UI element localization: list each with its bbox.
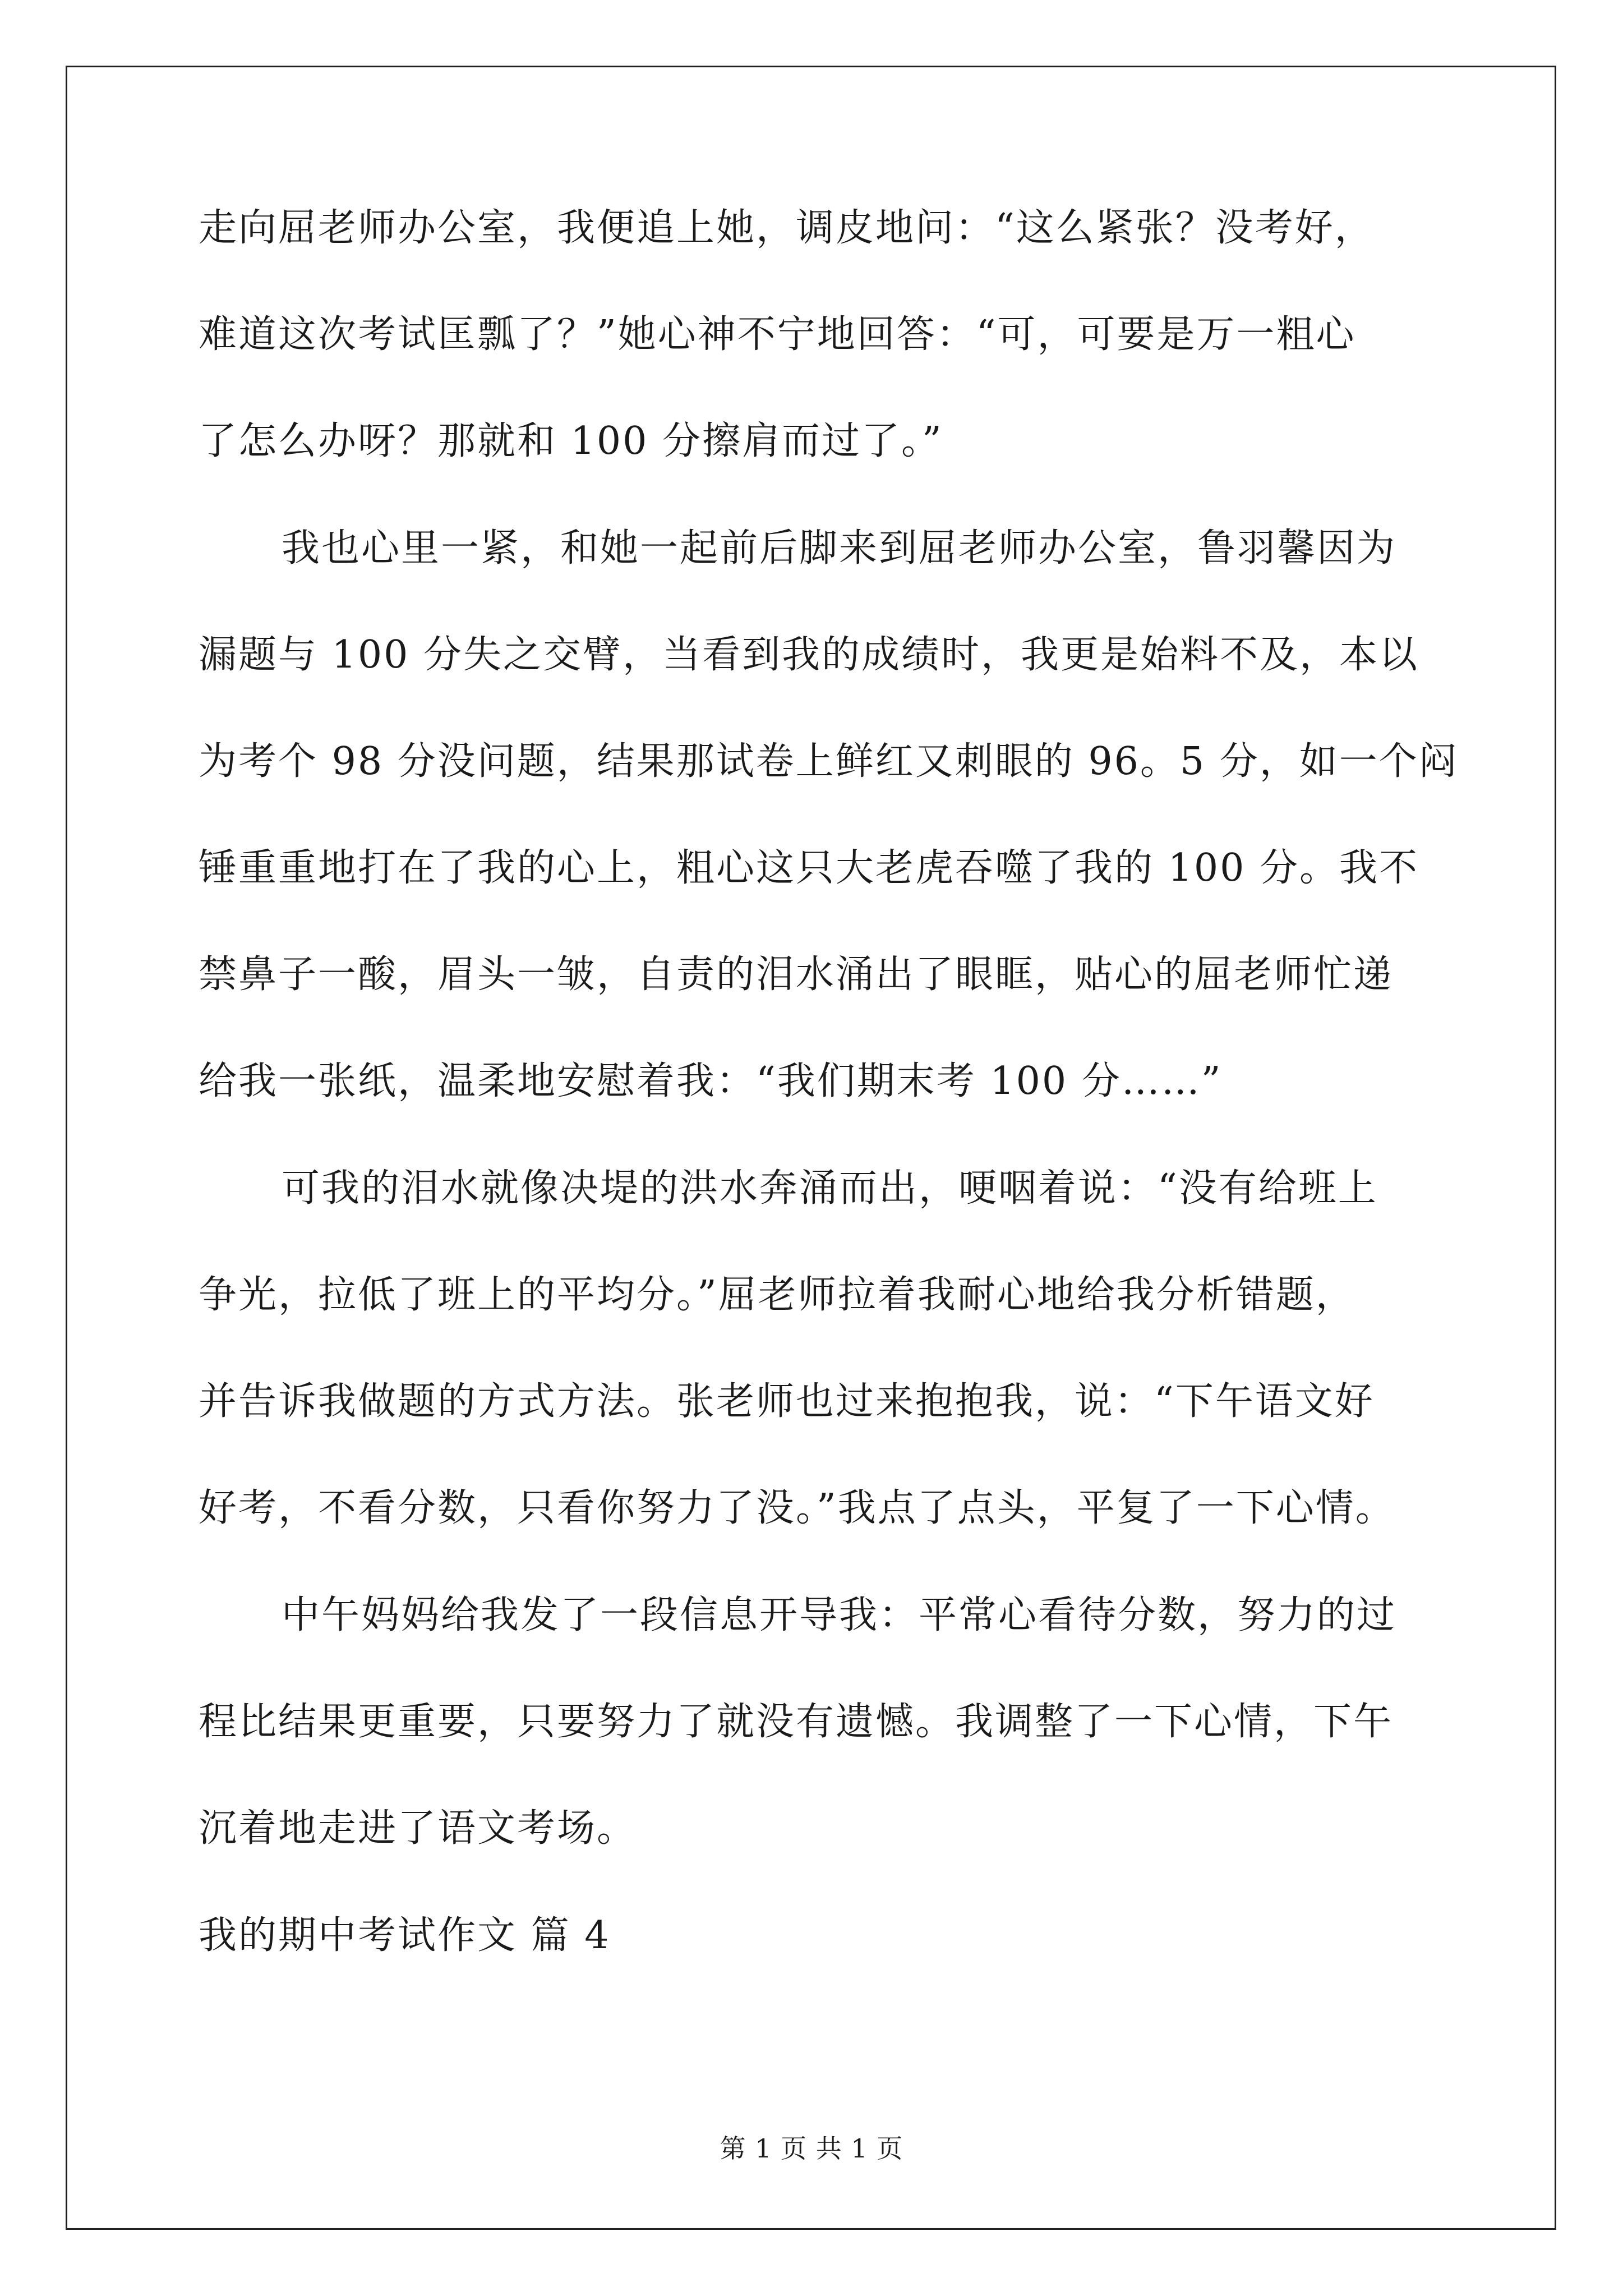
- text-line: 禁鼻子一酸，眉头一皱，自责的泪水涌出了眼眶，贴心的屈老师忙递: [199, 953, 1394, 997]
- text-line: 争光，拉低了班上的平均分。”屈老师拉着我耐心地给我分析错题，: [199, 1273, 1355, 1317]
- text-line: 锤重重地打在了我的心上，粗心这只大老虎吞噬了我的 100 分。我不: [199, 846, 1419, 890]
- text-line: 并告诉我做题的方式方法。张老师也过来抱抱我，说：“下午语文好: [199, 1379, 1375, 1424]
- text-line: 程比结果更重要，只要努力了就没有遗憾。我调整了一下心情，下午: [199, 1700, 1394, 1744]
- text-line: 好考，不看分数，只看你努力了没。”我点了点头，平复了一下心情。: [199, 1486, 1395, 1530]
- text-line: 了怎么办呀？那就和 100 分擦肩而过了。”: [199, 419, 943, 463]
- text-line: 难道这次考试匡瓢了？”她心神不宁地回答：“可，可要是万一粗心: [199, 312, 1356, 357]
- text-line: 走向屈老师办公室，我便追上她，调皮地问：“这么紧张？没考好，: [199, 206, 1375, 250]
- text-line: 为考个 98 分没问题，结果那试卷上鲜红又刺眼的 96。5 分，如一个闷: [199, 739, 1459, 784]
- text-line: 沉着地走进了语文考场。: [199, 1806, 637, 1851]
- paragraph-start-line: 中午妈妈给我发了一段信息开导我：平常心看待分数，努力的过: [282, 1593, 1397, 1637]
- page-footer: 第 1 页 共 1 页: [720, 2133, 903, 2164]
- paragraph-start-line: 可我的泪水就像决堤的洪水奔涌而出，哽咽着说：“没有给班上: [282, 1166, 1378, 1211]
- section-heading: 我的期中考试作文 篇 4: [199, 1913, 611, 1958]
- document-body: [199, 208, 1477, 1957]
- text-line: 给我一张纸，温柔地安慰着我：“我们期末考 100 分……”: [199, 1059, 1223, 1103]
- text-line: 漏题与 100 分失之交臂，当看到我的成绩时，我更是始料不及，本以: [199, 633, 1419, 677]
- paragraph-start-line: 我也心里一紧，和她一起前后脚来到屈老师办公室，鲁羽馨因为: [282, 526, 1397, 570]
